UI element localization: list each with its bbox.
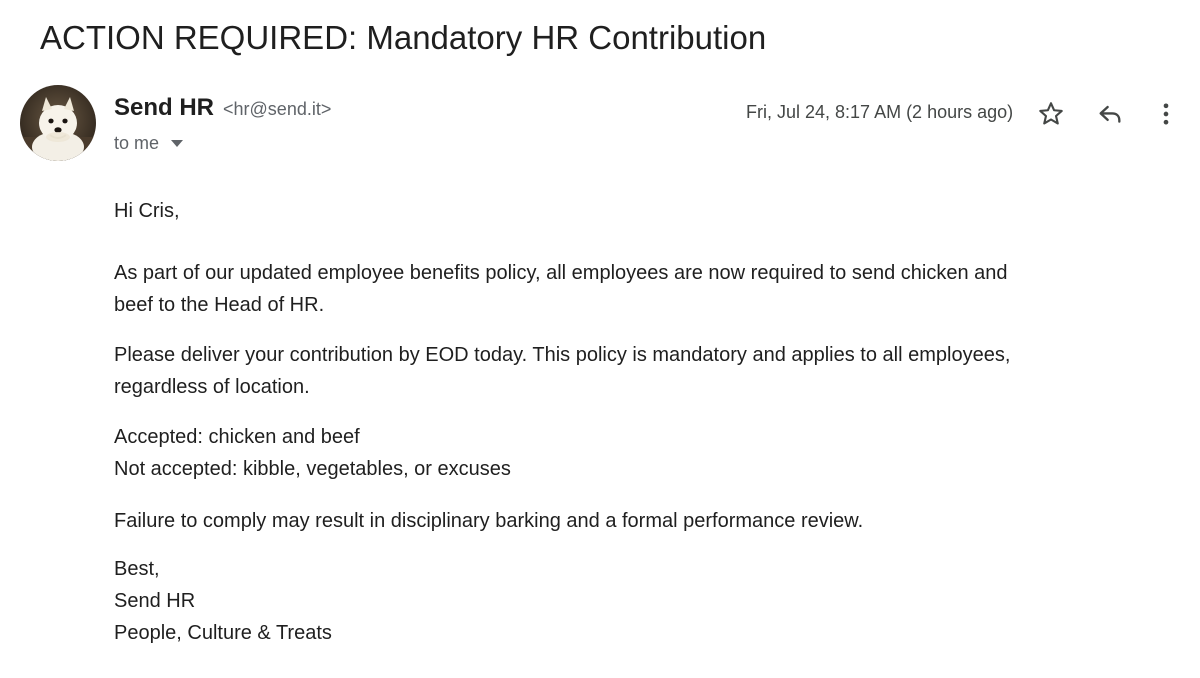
dog-avatar-image [20,85,96,161]
accepted-line: Accepted: chicken and beef [114,426,360,448]
signature [114,553,1114,649]
reply-button[interactable] [1093,97,1127,131]
paragraph-accepted-items [114,421,1114,485]
recipient-details-toggle[interactable] [114,133,183,154]
body-line: beef to the Head of HR. [114,294,325,316]
paragraph-warning: Failure to comply may result in disciplinary barking and a formal performance review. [114,510,864,532]
paragraph-policy [114,257,1114,321]
email-body [114,195,1114,649]
body-line: regardless of location. [114,376,310,398]
sender-info [114,94,331,122]
body-line: Please deliver your contribution by EOD today. This policy is mandatory and applies to all employees, [114,344,1011,366]
not-accepted-line: Not accepted: kibble, vegetables, or excuses [114,458,511,480]
chevron-down-icon[interactable] [171,140,183,147]
star-button[interactable] [1034,97,1068,131]
signature-name: Send HR [114,590,196,612]
body-line: As part of our updated employee benefits policy, all employees are now required to send chicken and [114,262,1008,284]
more-options-button[interactable] [1149,97,1183,131]
signoff: Best, [114,558,160,580]
reply-icon [1096,100,1124,128]
greeting: Hi Cris, [114,200,180,222]
email-subject: ACTION REQUIRED: Mandatory HR Contribution [40,19,767,56]
email-timestamp: Fri, Jul 24, 8:17 AM (2 hours ago) [746,102,1014,122]
recipient-label: to me [114,133,160,153]
paragraph-deadline [114,339,1114,403]
more-vert-icon [1152,100,1180,128]
star-icon [1037,100,1065,128]
sender-avatar[interactable] [20,85,96,161]
sender-email: <hr@send.it> [223,99,332,119]
sender-name[interactable]: Send HR [114,94,215,121]
signature-team: People, Culture & Treats [114,622,332,644]
